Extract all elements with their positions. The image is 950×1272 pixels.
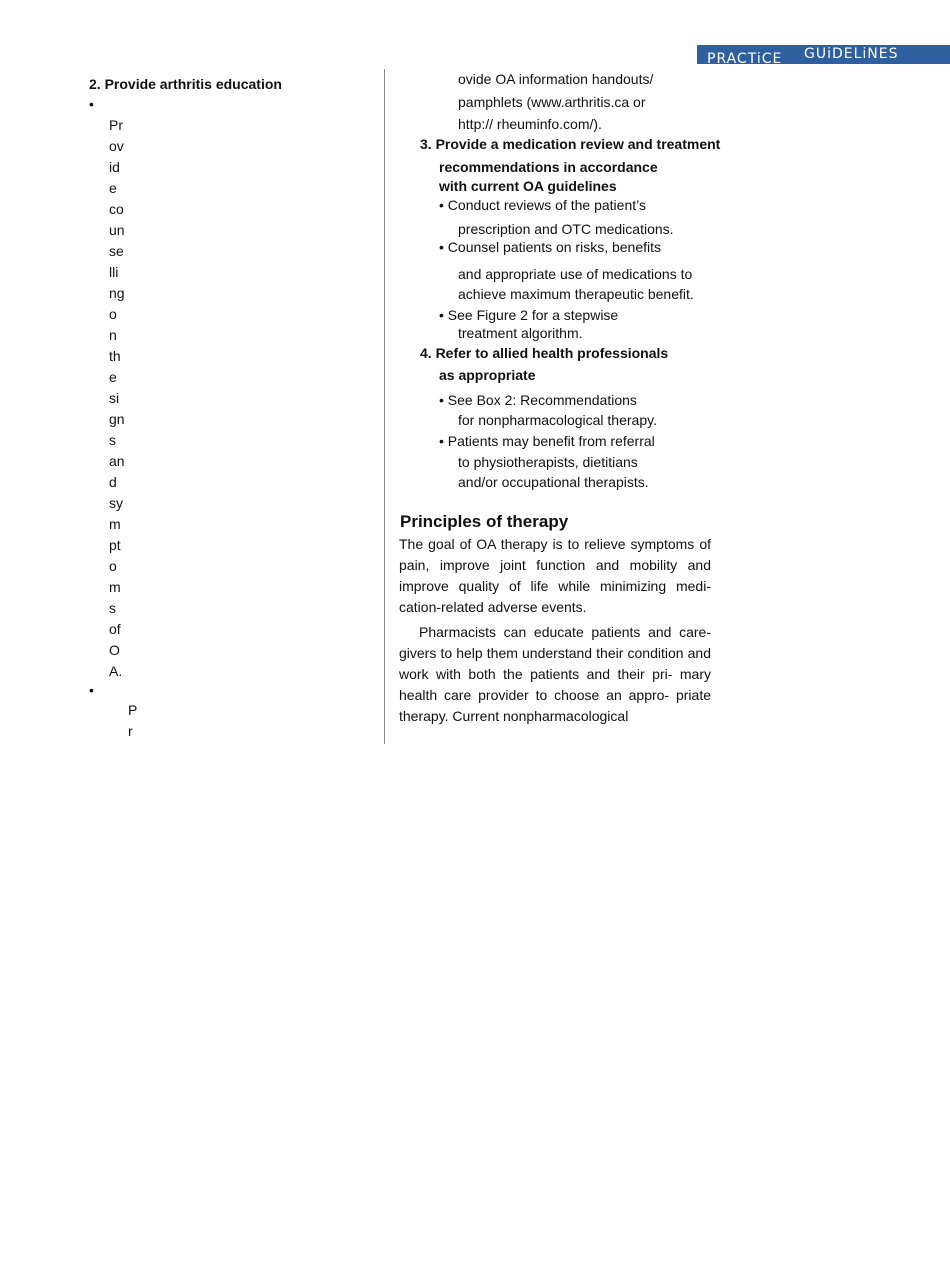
- banner-word-practice: PRACTiCE: [707, 51, 783, 64]
- item-3-bullet-3: • See Figure 2 for a stepwise: [439, 307, 619, 323]
- text-fragment: n: [109, 327, 117, 343]
- column-divider: [384, 69, 385, 744]
- text-fragment: P: [128, 702, 138, 718]
- text-fragment: o: [109, 558, 117, 574]
- text-fragment: co: [109, 201, 124, 217]
- text-fragment: O: [109, 642, 120, 658]
- item-4-heading: 4. Refer to allied health professionals: [420, 345, 669, 361]
- continued-text-column: [128, 700, 137, 742]
- text-fragment: un: [109, 222, 125, 238]
- item-3-bullet-1-cont: prescription and OTC medications.: [458, 221, 674, 237]
- item-4-bullet-1: • See Box 2: Recommendations: [439, 392, 637, 408]
- text-fragment: r: [128, 723, 133, 739]
- text-fragment: s: [109, 432, 116, 448]
- item-3-heading: 3. Provide a medication review and treatment: [420, 136, 721, 152]
- bullet-marker: •: [89, 682, 94, 698]
- text-fragment: of: [109, 621, 121, 637]
- item-2-heading: 2. Provide arthritis education: [89, 76, 282, 92]
- text-fragment: s: [109, 600, 116, 616]
- text-fragment: sy: [109, 495, 123, 511]
- item-4-bullet-1-cont: for nonpharmacological therapy.: [458, 412, 657, 428]
- text-fragment: pt: [109, 537, 121, 553]
- item-3-bullet-3-cont: treatment algorithm.: [458, 325, 583, 341]
- text-fragment: m: [109, 516, 121, 532]
- text-fragment: e: [109, 180, 117, 196]
- text-fragment: Pr: [109, 117, 123, 133]
- text-fragment: A.: [109, 663, 123, 679]
- text-fragment: si: [109, 390, 120, 406]
- handout-line: http:// rheuminfo.com/).: [458, 116, 602, 132]
- text-fragment: id: [109, 159, 120, 175]
- bullet-marker: •: [89, 96, 94, 112]
- item-4-bullet-2: • Patients may benefit from referral: [439, 433, 655, 449]
- item-3-bullet-2-cont: and appropriate use of medications to: [458, 266, 693, 282]
- section-banner: [697, 45, 950, 64]
- handout-line: pamphlets (www.arthritis.ca or: [458, 94, 646, 110]
- item-4-bullet-2-cont: to physiotherapists, dietitians: [458, 454, 638, 470]
- text-fragment: an: [109, 453, 125, 469]
- text-fragment: ng: [109, 285, 125, 301]
- item-3-bullet-1: • Conduct reviews of the patient’s: [439, 197, 646, 213]
- handout-line: ovide OA information handouts/: [458, 71, 654, 87]
- banner-word-guidelines: GUiDELiNES: [804, 46, 899, 62]
- item-4-heading-line2: as appropriate: [439, 367, 536, 383]
- item-3-bullet-2: • Counsel patients on risks, benefits: [439, 239, 662, 255]
- text-fragment: se: [109, 243, 124, 259]
- item-3-heading-line2: recommendations in accordance: [439, 159, 658, 175]
- item-3-heading-line3: with current OA guidelines: [439, 178, 617, 194]
- section-heading: Principles of therapy: [400, 512, 569, 531]
- text-fragment: d: [109, 474, 117, 490]
- paragraph-2: Pharmacists can educate patients and care- givers to help them understand their condition and work with both the patients and their pri- mary health care provider to choose an appro- priate therapy. Current nonpharmacological: [399, 624, 711, 724]
- text-fragment: th: [109, 348, 121, 364]
- text-fragment: ov: [109, 138, 124, 154]
- text-fragment: gn: [109, 411, 125, 427]
- item-4-bullet-2-cont: and/or occupational therapists.: [458, 474, 649, 490]
- text-fragment: o: [109, 306, 117, 322]
- item-3-bullet-2-cont: achieve maximum therapeutic benefit.: [458, 286, 694, 302]
- text-fragment: lli: [109, 264, 119, 280]
- counselling-text-column: [109, 115, 131, 682]
- text-fragment: e: [109, 369, 117, 385]
- text-fragment: m: [109, 579, 121, 595]
- paragraph-1: The goal of OA therapy is to relieve symptoms of pain, improve joint function and mobility and improve quality of life while minimizing medi- cation-related adverse events.: [399, 536, 711, 615]
